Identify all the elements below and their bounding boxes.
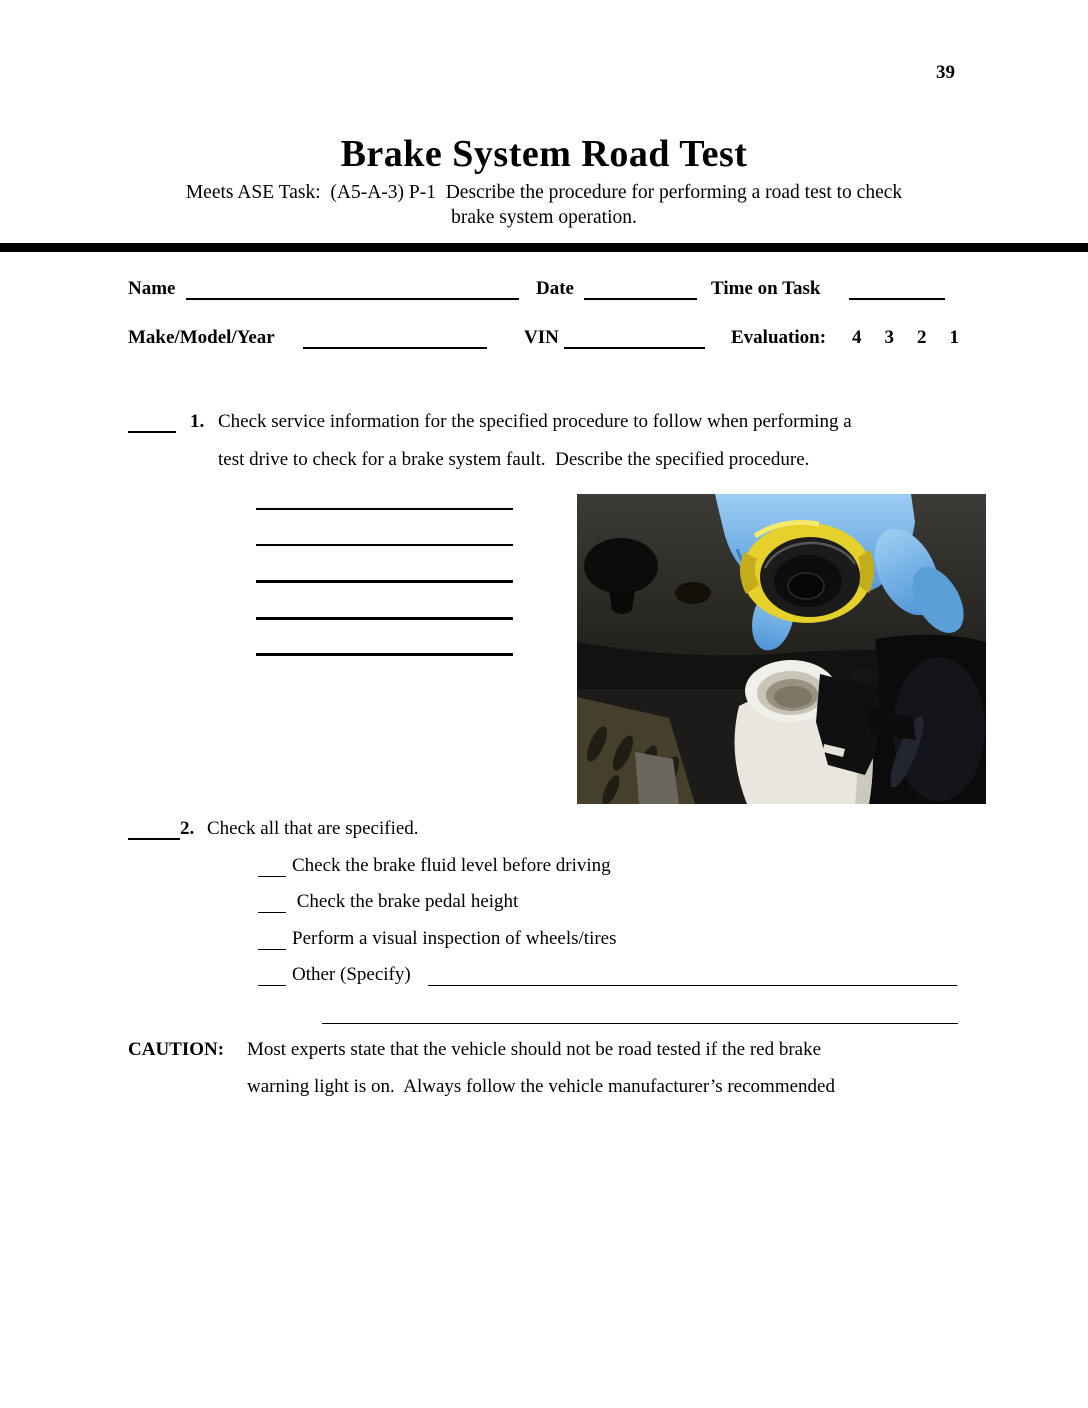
answer-writing-line-4[interactable] <box>256 617 513 620</box>
rubber-grommet <box>584 538 658 594</box>
option1-label: Check the brake fluid level before driving <box>292 855 611 876</box>
caution-text-line-1: Most experts state that the vehicle should not be road tested if the red brake <box>247 1039 822 1060</box>
time-on-task-field-line[interactable] <box>849 278 945 300</box>
evaluation-score-3: 3 <box>884 327 894 348</box>
task1-text-line-2: test drive to check for a brake system fault. Describe the specified procedure. <box>218 449 810 470</box>
page-title: Brake System Road Test <box>340 133 748 175</box>
option3-check-blank[interactable] <box>258 928 286 950</box>
other-specify-line[interactable] <box>428 964 957 986</box>
option1-check-blank[interactable] <box>258 855 286 877</box>
evaluation-score-4: 4 <box>852 327 862 348</box>
cap-center <box>788 573 824 599</box>
option2-check-blank[interactable] <box>258 891 286 913</box>
reservoir-opening-depth <box>774 686 812 708</box>
page-number: 39 <box>936 62 955 83</box>
date-field-line[interactable] <box>584 278 697 300</box>
answer-writing-line-1[interactable] <box>256 508 513 510</box>
name-field-line[interactable] <box>186 278 519 300</box>
task1-text-line-1: Check service information for the specified procedure to follow when performing a <box>218 411 852 432</box>
option2-label: Check the brake pedal height <box>292 891 519 912</box>
evaluation-score-1: 1 <box>949 327 959 348</box>
task1-status-blank[interactable] <box>128 411 176 433</box>
pedal-metal-edge <box>635 752 679 804</box>
brake-reservoir-photo <box>577 494 986 804</box>
option3-label: Perform a visual inspection of wheels/tires <box>292 928 617 949</box>
ase-task-line-1: Meets ASE Task: (A5-A-3) P-1 Describe the procedure for performing a road test to check <box>185 182 903 203</box>
evaluation-score-2: 2 <box>917 327 927 348</box>
make-model-year-field-line[interactable] <box>303 327 487 349</box>
option4-check-blank[interactable] <box>258 964 286 986</box>
grommet-stem <box>609 590 635 614</box>
name-label: Name <box>128 278 176 299</box>
brake-reservoir-photo-svg <box>577 494 986 804</box>
task2-status-blank[interactable] <box>128 818 180 840</box>
vin-label: VIN <box>524 327 559 348</box>
date-label: Date <box>536 278 574 299</box>
ase-task-line-2: brake system operation. <box>451 207 637 228</box>
time-on-task-label: Time on Task <box>711 278 821 299</box>
task2-text: Check all that are specified. <box>207 818 419 839</box>
other-specify-continuation-line[interactable] <box>322 1002 958 1024</box>
caution-label: CAUTION: <box>128 1039 225 1060</box>
vin-field-line[interactable] <box>564 327 705 349</box>
evaluation-scale <box>852 327 959 349</box>
answer-writing-line-5[interactable] <box>256 653 513 656</box>
task2-number: 2. <box>180 818 195 839</box>
panel-hole <box>675 582 711 604</box>
caution-text-line-2: warning light is on. Always follow the vehicle manufacturer’s recommended <box>247 1076 835 1097</box>
answer-writing-line-2[interactable] <box>256 544 513 546</box>
option4-label: Other (Specify) <box>292 964 411 985</box>
task1-number: 1. <box>190 411 205 432</box>
answer-writing-line-3[interactable] <box>256 580 513 583</box>
header-divider-bar <box>0 243 1088 252</box>
make-model-year-label: Make/Model/Year <box>128 327 275 348</box>
evaluation-label: Evaluation: <box>731 327 827 348</box>
